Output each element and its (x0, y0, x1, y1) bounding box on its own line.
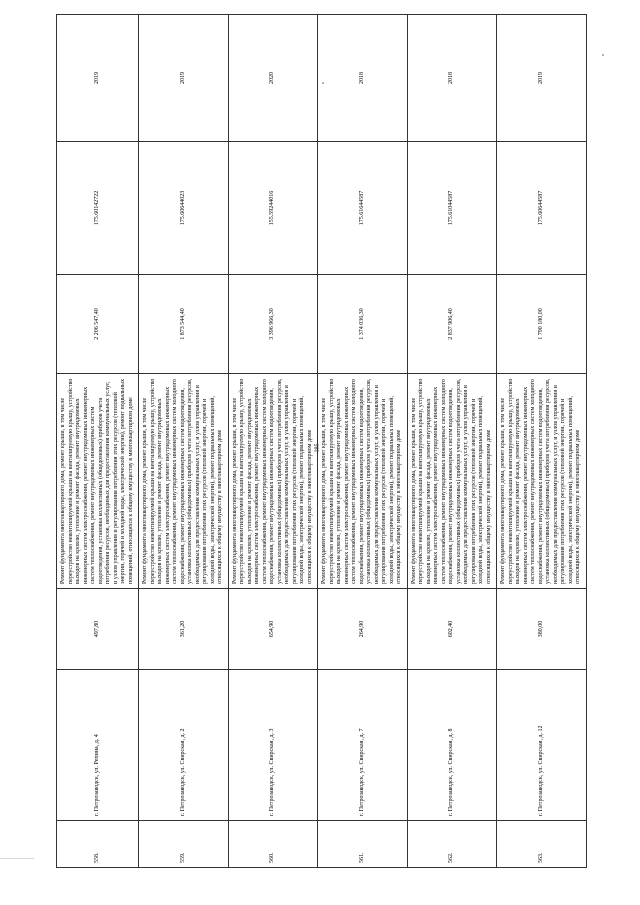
cost-cell: 1 790 180,00 (497, 275, 587, 374)
address-cell: г. Петрозаводск, ул. Свирская, д. 12 (497, 670, 587, 821)
table-row (407, 15, 497, 868)
works-cell: Ремонт фундамента многоквартирного дома, ремонт крыши, в том числе переустройство невентилируемой крыши на вентилируемую крышу, устройство выходов на кровлю, утепление и ремонт фасада, ремонт внутридомовых инженерных систем электроснабжения, ремонт внутридомовых инженерных систем теплоснабжения, ремонт внутридомовых инженерных систем холодного водоснабжения, ремонт внутридомовых инженерных систем водоотведения, установка коллективных (общедомовых) приборов учета потребления ресурсов, необходимых для предоставления коммунальных услуг, и узлов управления и регулирования потребления этих ресурсов (тепловой энергии, горячей и холодной воды, электрической энергии), ремонт подвальных помещений, относящихся к общему имуществу в многоквартирном доме (139, 374, 229, 589)
table-row (57, 15, 139, 868)
year-cell: 2018 (318, 15, 408, 142)
table-row (497, 15, 587, 868)
unit-cost-cell: 175.61044587 (407, 142, 497, 275)
row-number-cell: 563. (497, 821, 587, 868)
works-cell: Ремонт фундамента многоквартирного дома, ремонт крыши, в том числе переустройство невентилируемой крыши на вентилируемую крышу, устройство выходов на кровлю, утепление и ремонт фасада, ремонт внутридомовых инженерных систем электроснабжения, ремонт внутридомовых инженерных систем теплоснабжения, ремонт внутридомовых инженерных систем холодного водоснабжения, ремонт внутридомовых инженерных систем водоотведения, установка коллективных (общедомовых) приборов учета потребления ресурсов, необходимых для предоставления коммунальных услуг, и узлов управления и регулирования потребления этих ресурсов (тепловой энергии, горячей и холодной воды, электрической энергии), ремонт подвальных помещений, относящихся к общему имуществу в многоквартирном доме (497, 374, 587, 589)
cost-cell: 2 206 547,40 (57, 275, 139, 374)
repair-program-table (56, 14, 587, 868)
scan-artifact (602, 54, 604, 56)
cost-cell: 1 374 036,30 (318, 275, 408, 374)
area-cell: 264,90 (318, 589, 408, 670)
unit-cost-cell: 175.60644023 (139, 142, 229, 275)
year-cell: 2019 (57, 15, 139, 142)
unit-cost-cell: 175.60644587 (497, 142, 587, 275)
cost-cell: 1 873 544,40 (139, 275, 229, 374)
works-cell: Ремонт фундамента многоквартирного дома, ремонт крыши, в том числе переустройство невентилируемой крыши на вентилируемую крышу, устройство выходов на кровлю, утепление и ремонт фасада, ремонт внутридомовых инженерных систем электроснабжения, ремонт внутридомовых инженерных систем теплоснабжения, ремонт внутридомовых инженерных систем водоотведения, установка коллективных (общедомовых) приборов учета потребления ресурсов, необходимых для предоставления коммунальных услуг, и узлов управления и регулирования потребления этих ресурсов (тепловой энергии, горячей и холодной воды, электрической энергии), ремонт подвальных помещений, относящихся к общему имуществу в многоквартирном доме (57, 374, 139, 589)
scan-edge-line (0, 858, 34, 859)
row-number-cell: 559. (139, 821, 229, 868)
page-number: 195 (314, 443, 321, 453)
year-cell: 2019 (497, 15, 587, 142)
row-number-cell: 558. (57, 821, 139, 868)
cost-cell: 3 396 966,30 (228, 275, 318, 374)
area-cell: 497,80 (57, 589, 139, 670)
works-cell: Ремонт фундамента многоквартирного дома, ремонт крыши, в том числе переустройство невентилируемой крыши на вентилируемую крышу, устройство выходов на кровлю, утепление и ремонт фасада, ремонт внутридомовых инженерных систем электроснабжения, ремонт внутридомовых инженерных систем теплоснабжения, ремонт внутридомовых инженерных систем холодного водоснабжения, ремонт внутридомовых инженерных систем водоотведения, установка коллективных (общедомовых) приборов учета потребления ресурсов, необходимых для предоставления коммунальных услуг, и узлов управления и регулирования потребления этих ресурсов (тепловой энергии, горячей и холодной воды, электрической энергии), ремонт подвальных помещений, относящихся к общему имуществу в многоквартирном доме (407, 374, 497, 589)
row-number-cell: 562. (407, 821, 497, 868)
table-row (139, 15, 229, 868)
row-number-cell: 560. (228, 821, 318, 868)
cost-cell: 2 837 906,40 (407, 275, 497, 374)
unit-cost-cell: 175.61644587 (318, 142, 408, 275)
address-cell: г. Петрозаводск, ул. Свирская, д. 3 (228, 670, 318, 821)
area-cell: 654,90 (228, 589, 318, 670)
area-cell: 380,00 (497, 589, 587, 670)
row-number-cell: 561. (318, 821, 408, 868)
year-cell: 2019 (139, 15, 229, 142)
unit-cost-cell: 175.60142722 (57, 142, 139, 275)
table-row (228, 15, 318, 868)
year-cell: 2018 (407, 15, 497, 142)
unit-cost-cell: 155.59244016 (228, 142, 318, 275)
address-cell: г. Петрозаводск, ул. Свирская, д. 7 (318, 670, 408, 821)
rotated-table-frame (56, 72, 581, 868)
address-cell: г. Петрозаводск, ул. Репина, д. 4 (57, 670, 139, 821)
area-cell: 602,40 (407, 589, 497, 670)
works-cell: Ремонт фундамента многоквартирного дома, ремонт крыши, в том числе переустройство невентилируемой крыши на вентилируемую крышу, устройство выходов на кровлю, утепление и ремонт фасада, ремонт внутридомовых инженерных систем электроснабжения, ремонт внутридомовых инженерных систем теплоснабжения, ремонт внутридомовых инженерных систем холодного водоснабжения, ремонт внутридомовых инженерных систем водоотведения, установка коллективных (общедомовых) приборов учета потребления ресурсов, необходимых для предоставления коммунальных услуг, и узлов управления и регулирования потребления этих ресурсов (тепловой энергии, горячей и холодной воды, электрической энергии), ремонт подвальных помещений, относящихся к общему имуществу в многоквартирном доме (318, 374, 408, 589)
works-cell: Ремонт фундамента многоквартирного дома, ремонт крыши, в том числе переустройство невентилируемой крыши на вентилируемую крышу, устройство выходов на кровлю, утепление и ремонт фасада, ремонт внутридомовых инженерных систем электроснабжения, ремонт внутридомовых инженерных систем теплоснабжения, ремонт внутридомовых инженерных систем холодного водоснабжения, ремонт внутридомовых инженерных систем водоотведения, установка коллективных (общедомовых) приборов учета потребления ресурсов, необходимых для предоставления коммунальных услуг, и узлов управления и регулирования потребления этих ресурсов (тепловой энергии, горячей и холодной воды, электрической энергии), ремонт подвальных помещений, относящихся к общему имуществу в многоквартирном доме (228, 374, 318, 589)
address-cell: г. Петрозаводск, ул. Свирская, д. 2 (139, 670, 229, 821)
year-cell: 2020 (228, 15, 318, 142)
area-cell: 361,20 (139, 589, 229, 670)
address-cell: г. Петрозаводск, ул. Свирская, д. 8 (407, 670, 497, 821)
table-row (318, 15, 408, 868)
